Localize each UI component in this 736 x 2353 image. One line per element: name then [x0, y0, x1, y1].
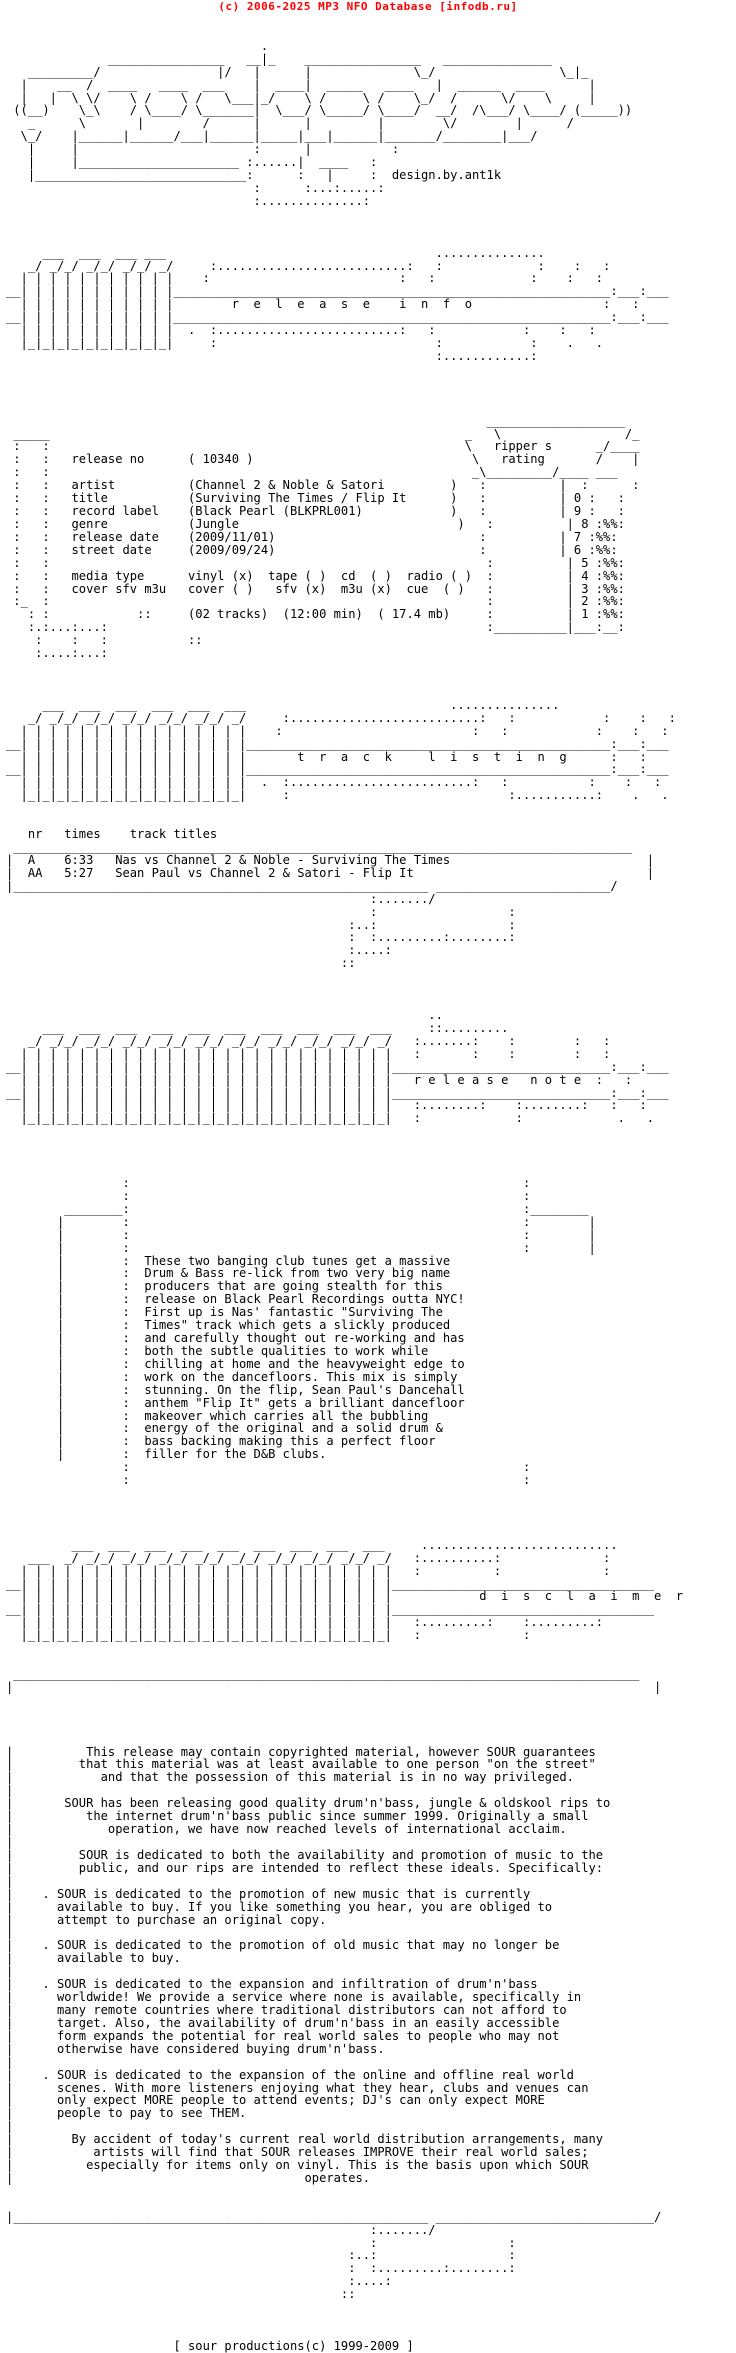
nfo-line: :..: : [6, 917, 516, 932]
nfo-line: _____________________________________________________________________________________ [6, 840, 633, 854]
nfo-line: | . SOUR is dedicated to the promotion of new music that is currently [6, 1886, 531, 1901]
nfo-line: | | | | | | | | | | | . :.........................: : : : : [6, 323, 596, 338]
nfo-line: | : : | [6, 1227, 596, 1242]
nfo-line [6, 2198, 683, 2211]
nfo-line: | : First up is Nas' fantastic "Surviving The [6, 1305, 443, 1320]
site-header: (c) 2006-2025 MP3 NFO Database [infodb.ru] [218, 0, 518, 13]
nfo-line [6, 970, 683, 983]
nfo-line [6, 234, 683, 247]
nfo-line: : : : | 5 :%%: [6, 555, 625, 570]
nfo-line: :....: [6, 2274, 392, 2289]
nfo-line [6, 660, 683, 673]
nfo-line [6, 1125, 683, 1138]
nfo-line [6, 376, 683, 389]
nfo-line: | | | | | | | | | | | | | | | | . :.........................: : : : : [6, 775, 662, 790]
nfo-line: | : bass backing making this a perfect floor [6, 1434, 436, 1449]
nfo-line [6, 2301, 683, 2314]
nfo-line: | otherwise have considered buying drum'n'bass. [6, 2041, 385, 2056]
nfo-line: | worldwide! We provide a service where none is available, specifically in [6, 1990, 582, 2005]
nfo-line: | : Times" track which gets a slickly produced [6, 1318, 451, 1333]
nfo-line: : : [6, 1188, 531, 1203]
nfo-line: |_|_|_|_|_|_|_|_|_|_|_|_|_|_|_| : :...........: . . [6, 788, 669, 803]
nfo-line: __| | | | | | | | | | | | | | | | | | | | | | | | | |____________________________________ [6, 1576, 655, 1591]
nfo-line: | target. Also, the availability of drum'n'bass in an easily accessible [6, 2015, 560, 2030]
nfo-line: | | | | | | | | | | | | | | | | | | | | | | | | | | : : : [6, 1563, 611, 1578]
nfo-line: | SOUR is dedicated to both the availability and promotion of music to the [6, 1847, 604, 1862]
nfo-line: :_ : : | 2 :%%: [6, 594, 625, 609]
nfo-line: : : genre (Jungle ) : | 8 :%%: [6, 516, 625, 531]
nfo-line: :.:...:...: :__________|___:__: [6, 620, 625, 635]
nfo-line [6, 2314, 683, 2327]
nfo-line: | . SOUR is dedicated to the expansion of the online and offline real world [6, 2067, 574, 2082]
nfo-line: | | | | | | | | | | | | | | | | | | | | | | | | | | d i s c l a i m e r [6, 1589, 684, 1604]
nfo-line [6, 208, 683, 221]
nfo-line: | : stunning. On the flip, Sean Paul's Dancehall [6, 1382, 465, 1397]
nfo-line: [ sour productions(c) 1999-2009 ] [6, 2338, 414, 2353]
nfo-line [6, 221, 683, 234]
nfo-line [6, 363, 683, 376]
nfo-line: | | [6, 1679, 662, 1694]
nfo-line: :............: [6, 348, 538, 363]
nfo-line: ((__) \_\ / \____/ \_______| \___/ \_____/ \____/ __/ /\___/ \____/ (_____)) [6, 103, 633, 118]
nfo-line: __| | | | | | | | | | | | | | | | | | | | | | | | | |____________________________________ [6, 1602, 655, 1617]
nfo-line: | form expands the potential for real world sales to people who may not [6, 2028, 560, 2043]
nfo-line: | : : | [6, 1214, 596, 1229]
nfo-line [6, 1694, 683, 1707]
nfo-line: __| | | | | | | | | | |____________________________________________________________:___:___ [6, 310, 669, 325]
nfo-line: : : release date (2009/11/01) : | 7 :%%: [6, 529, 618, 544]
nfo-line: | [6, 1925, 43, 1940]
nfo-line: _____ _ \ /_ [6, 426, 640, 441]
nfo-line: | : work on the dancefloors. This mix is simply [6, 1369, 458, 1384]
nfo-line: | : release on Black Pearl Recordings outta NYC! [6, 1292, 465, 1307]
nfo-line [6, 402, 683, 415]
nfo-line: | artists will find that SOUR releases IMPROVE their real world sales; [6, 2145, 589, 2160]
nfo-line [6, 1526, 683, 1539]
nfo-line: : : [6, 1460, 531, 1475]
nfo-line: |_________________________________________________________ ________________________/ [6, 878, 618, 893]
nfo-line: :: [6, 956, 356, 971]
nfo-line: : : \ ripper s _/____ [6, 439, 640, 454]
nfo-line: | | \ \/ \ / \ / \___|_/ \ / \ / \_/ / \/ \ | [6, 90, 596, 105]
nfo-line: | available to buy. If you like something you hear, you are obliged to [6, 1899, 553, 1914]
nfo-line: _/ _/_/ _/_/ _/_/ _/_/ _/_/ _/ :..........................: : : : : [6, 710, 676, 725]
nfo-line: :....:...: [6, 646, 108, 661]
nfo-line: | . SOUR is dedicated to the expansion and infiltration of drum'n'bass [6, 1977, 538, 1992]
nfo-line: : : record label (Black Pearl (BLKPRL001) ) : | 9 : : [6, 504, 625, 519]
nfo-line: | that this material was at least available to one person "on the street" [6, 1757, 596, 1772]
nfo-line: : : : :: [6, 633, 203, 648]
nfo-line: ___ ___ ___ ___ ___ ___ ___ ___ ___ ___ ::......... [6, 1020, 509, 1035]
nfo-line: | : both the subtle qualities to work while [6, 1343, 429, 1358]
nfo-line: | and that the possession of this material is in no way privileged. [6, 1770, 574, 1785]
nfo-line: | the internet drum'n'bass public since summer 1999. Originally a small [6, 1809, 589, 1824]
nfo-line: | |______________________ :......| ____ : [6, 155, 378, 170]
nfo-line: |_|_|_|_|_|_|_|_|_|_| : : : . . [6, 336, 604, 351]
nfo-line: : :.........:........: [6, 930, 516, 945]
nfo-line: __| | | | | | | | | | | | | | | |__________________________________________________:___:___ [6, 762, 669, 777]
nfo-line: : : [6, 904, 516, 919]
nfo-line: : : _\_________/____ ___ [6, 465, 618, 480]
nfo-line: . [6, 38, 269, 53]
nfo-line: : : street date (2009/09/24) : | 6 :%%: [6, 542, 618, 557]
nfo-line: ___ ___ ___ ___ ___ ___ ............... [6, 697, 560, 712]
nfo-line: _/ _/_/ _/_/ _/_/ _/_/ _/_/ _/_/ _/_/ _/_/ _/_/ _/ :.......: : : : [6, 1033, 611, 1048]
nfo-line: | | : | : [6, 142, 400, 157]
nfo-line: | [6, 1834, 43, 1849]
nfo-line [6, 983, 683, 996]
nfo-line: | A 6:33 Nas vs Channel 2 & Noble - Surviving The Times | [6, 852, 655, 867]
nfo-line [6, 686, 683, 699]
nfo-line: | SOUR has been releasing good quality drum'n'bass, jungle & oldskool rips to [6, 1796, 611, 1811]
nfo-line: | : filler for the D&B clubs. [6, 1447, 327, 1462]
nfo-line: |_____________________________: : | : design.by.ant1k [6, 168, 502, 183]
nfo-line: nr times track titles [6, 827, 218, 842]
nfo-line: : :.........:........: [6, 2261, 516, 2276]
nfo-line: | | | | | | | | | | | : : : : : : [6, 271, 604, 286]
nfo-line: | By accident of today's current real world distribution arrangements, many [6, 2132, 604, 2147]
nfo-line [6, 1733, 683, 1746]
nfo-line: | : : | [6, 1240, 596, 1255]
nfo-line: | public, and our rips are intended to reflect these ideals. Specifically: [6, 1860, 604, 1875]
nfo-line: | : makeover which carries all the bubbling [6, 1408, 429, 1423]
nfo-line [6, 1513, 683, 1526]
nfo-line: | operation, we have now reached levels of international acclaim. [6, 1822, 567, 1837]
nfo-line: ___ _/ _/_/ _/_/ _/_/ _/_/ _/_/ _/_/ _/_/ _/_/ _/ :..........: : [6, 1550, 611, 1565]
nfo-line: __| | | | | | | | | | | | | | | | | | | | | | | | | |______________________________:___:___ [6, 1085, 669, 1100]
nfo-line: | [6, 1873, 43, 1888]
nfo-line: ________: :________ [6, 1201, 589, 1216]
nfo-line [6, 27, 683, 40]
nfo-line: | __ / ____ ____ ___ | ____| _____ ____ | ______ ____ | [6, 77, 596, 92]
nfo-line: | [6, 1783, 43, 1798]
nfo-line: :..............: [6, 193, 371, 208]
nfo-line: \_/ |______|______/___|______|_____|___|______|_______/________|___/ [6, 129, 538, 144]
nfo-line: __| | | | | | | | | | | | | | | | | | | | | | | | | |______________________________:___:___ [6, 1059, 669, 1074]
nfo-line: : : release no ( 10340 ) \ rating / | [6, 452, 640, 467]
nfo-line: ___ ___ ___ ___ ___ ___ ___ ___ ___ ........................... [6, 1537, 618, 1552]
nfo-line: __| | | | | | | | | | | | | | | |__________________________________________________:___:___ [6, 736, 669, 751]
nfo-line: | | | | | | | | | | | | | | | | | | | | | | | | | | :........: :........: : : [6, 1098, 647, 1113]
nfo-line: | | | | | | | | | | | | | | | | | | | | | | | | | | :.........: :.........: [6, 1615, 604, 1630]
nfo-text [6, 14, 683, 2353]
nfo-line [6, 1138, 683, 1151]
nfo-line: | AA 5:27 Sean Paul vs Channel 2 & Satori - Flip It | [6, 865, 655, 880]
nfo-line: .. [6, 1007, 443, 1022]
nfo-line: ______________________________________________________________________________________ [6, 1667, 640, 1681]
nfo-line: | : chilling at home and the heavyweight edge to [6, 1356, 465, 1371]
nfo-line: | : anthem "Flip It" gets a brilliant dancefloor [6, 1395, 465, 1410]
nfo-line [6, 1151, 683, 1164]
nfo-line: | | | | | | | | | | | | | | | | t r a c k l i s t i n g : : [6, 749, 647, 764]
nfo-line: :: [6, 2287, 356, 2302]
nfo-line: | | | | | | | | | | | | | | | | | | | | | | | | | | : : : : : [6, 1046, 611, 1061]
nfo-line: : : title (Surviving The Times / Flip It ) : | 0 : : [6, 491, 625, 506]
nfo-line: | . SOUR is dedicated to the promotion of old music that may no longer be [6, 1938, 560, 1953]
nfo-line: : : cover sfv m3u cover ( ) sfv (x) m3u (x) cue ( ) : | 3 :%%: [6, 581, 625, 596]
nfo-line [6, 802, 683, 815]
nfo-line: | [6, 2054, 43, 2069]
nfo-line: | | | | | | | | | | | | | | | | | | | | | | | | | | r e l e a s e n o t e : : [6, 1072, 633, 1087]
nfo-line [6, 1642, 683, 1655]
nfo-line: | available to buy. [6, 1951, 181, 1966]
nfo-line: :..: : [6, 2248, 516, 2263]
nfo-line [6, 2327, 683, 2340]
nfo-line: : : :: (02 tracks) (12:00 min) ( 17.4 mb) : | 1 :%%: [6, 607, 625, 622]
nfo-line: | only expect MORE people to attend events; DJ's can only expect MORE [6, 2093, 545, 2108]
nfo-line: | This release may contain copyrighted material, however SOUR guarantees [6, 1744, 596, 1759]
nfo-line: | people to pay to see THEM. [6, 2106, 247, 2121]
nfo-line: | especially for items only on vinyl. This is the basis upon which SOUR [6, 2158, 589, 2173]
nfo-line: | scenes. With more listeners enjoying what they hear, clubs and venues can [6, 2080, 589, 2095]
nfo-line: : : artist (Channel 2 & Noble & Satori ) : | : : [6, 478, 640, 493]
nfo-line: | operates. [6, 2170, 371, 2185]
nfo-line: : : [6, 1175, 531, 1190]
nfo-line: : :...:.....: [6, 180, 385, 195]
nfo-line: | attempt to purchase an original copy. [6, 1912, 327, 1927]
nfo-line: | : energy of the original and a solid drum & [6, 1421, 443, 1436]
nfo-line: |_|_|_|_|_|_|_|_|_|_|_|_|_|_|_|_|_|_|_|_|_|_|_|_|_| : : [6, 1628, 531, 1643]
nfo-line: : : [6, 1473, 531, 1488]
nfo-line: __| | | | | | | | | | |____________________________________________________________:___:___ [6, 284, 669, 299]
nfo-line: : : media type vinyl (x) tape ( ) cd ( ) radio ( ) : | 4 :%%: [6, 568, 625, 583]
nfo-line: | : producers that are going stealth for this [6, 1279, 443, 1294]
nfo-line: |_________________________________________________________ ______________________________/ [6, 2209, 662, 2224]
nfo-line [6, 1500, 683, 1513]
nfo-line: ________________ __|_ ________________ _______________ [6, 51, 553, 66]
nfo-line [6, 673, 683, 686]
nfo-line: : : [6, 2235, 516, 2250]
nfo-line: _ \ | / | | | \/ | / [6, 116, 574, 131]
nfo-line: |_|_|_|_|_|_|_|_|_|_|_|_|_|_|_|_|_|_|_|_|_|_|_|_|_| : : . . [6, 1111, 655, 1126]
nfo-line: :....: [6, 943, 392, 958]
nfo-line: | : These two banging club tunes get a massive [6, 1253, 451, 1268]
nfo-line [6, 1707, 683, 1720]
nfo-line: | [6, 1964, 43, 1979]
nfo-line: _/ _/_/ _/_/ _/_/ _/ :..........................: : : : : [6, 258, 611, 273]
nfo-line [6, 1487, 683, 1500]
nfo-line: ___________________ [6, 413, 625, 428]
nfo-line: :......./ [6, 2222, 436, 2237]
nfo-line: :......./ [6, 891, 436, 906]
nfo-line: | [6, 2119, 43, 2134]
nfo-line: | many remote countries where traditional distributors can not afford to [6, 2002, 567, 2017]
nfo-line [6, 14, 683, 27]
nfo-line: _________/ |/ | | \_/ \_|_ [6, 64, 589, 79]
nfo-line [6, 1720, 683, 1733]
nfo-line [6, 389, 683, 402]
nfo-line: ___ ___ ___ ___ ............... [6, 245, 545, 260]
nfo-line: | : and carefully thought out re-working and has [6, 1331, 465, 1346]
nfo-line: | : Drum & Bass re-lick from two very big name [6, 1266, 451, 1281]
nfo-line [6, 2185, 683, 2198]
nfo-line: | | | | | | | | | | | | | | | | : : : : : : [6, 723, 669, 738]
nfo-line: | | | | | | | | | | | r e l e a s e i n f o : : [6, 297, 640, 312]
